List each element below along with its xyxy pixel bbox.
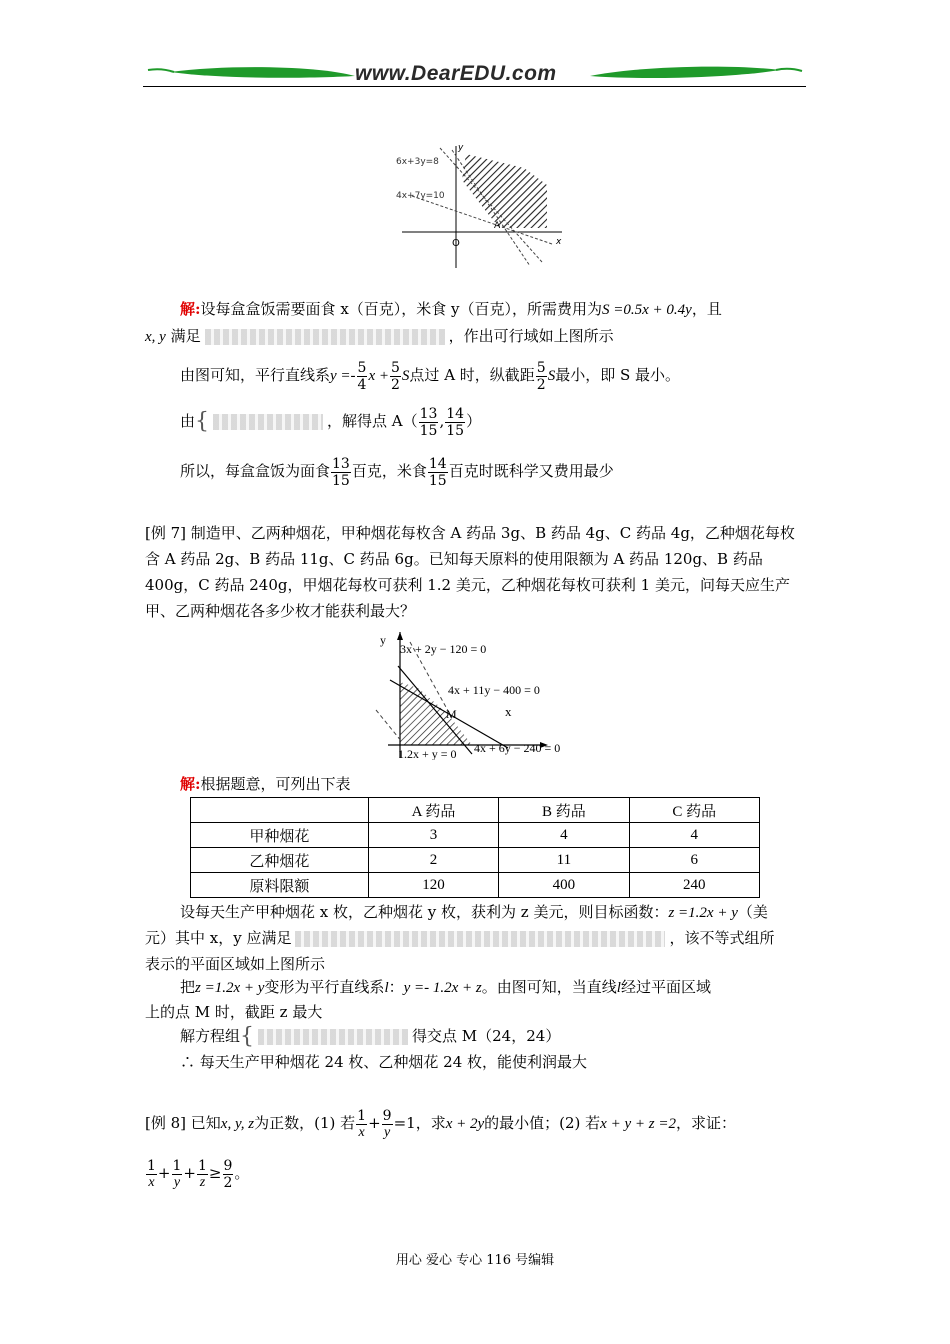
sol7-line6: 解方程组{ 得交点 M（24，24） — [180, 1024, 561, 1049]
table-cell: 4 — [499, 823, 629, 848]
page-footer: 用心 爱心 专心 116 号编辑 — [395, 1253, 555, 1268]
table-row — [191, 848, 760, 873]
line-1.2xy — [376, 710, 402, 742]
table-cell: 甲种烟花 — [191, 823, 369, 848]
sol7-intro: 解:根据题意，可列出下表 — [180, 775, 351, 793]
sol6-line5: 所以，每盒盒饭为面食 $\frac{13}{15}$ 百克，米食 $\frac{14}{15}$ 百克时既科学又费用最少 — [180, 455, 614, 489]
table-cell: 乙种烟花 — [191, 848, 369, 873]
table-header-cell — [191, 798, 369, 823]
eq-label-3: 4x + 6y − 240 = 0 — [474, 741, 561, 755]
sol6-line2: x, y 满足 ，作出可行域如上图所示 — [145, 327, 614, 345]
sol6-line1: 解:设每盒盒饭需要面食 x（百克），米食 y（百克），所需费用为S =0.5x + 0.4y，且 — [180, 300, 722, 318]
table-cell: 3 — [368, 823, 498, 848]
ex7-para-line2: 含 A 药品 2g、B 药品 11g、C 药品 6g。已知每天原料的使用限额为 A 药品 120g、B 药品 — [145, 550, 763, 568]
table-cell: 11 — [499, 848, 629, 873]
feasible-region-graph-1 — [392, 140, 567, 270]
shaded-feasible-region — [462, 154, 547, 228]
table-cell: 120 — [368, 873, 498, 898]
site-logo[interactable]: www.DearEDU.com — [355, 62, 557, 85]
x-axis-label: x — [505, 704, 512, 719]
table-cell: 240 — [629, 873, 759, 898]
sol7-line1: 设每天生产甲种烟花 x 枚，乙种烟花 y 枚，获利为 z 美元，则目标函数：z =1.2x + y（美 — [180, 903, 768, 921]
table-row — [191, 823, 760, 848]
x-axis-label: x — [556, 237, 562, 247]
y-axis-label: y — [380, 633, 386, 647]
header-rule — [143, 86, 806, 87]
left-leaf-tip — [148, 69, 174, 72]
sol6-line3: 由图可知，平行直线系y =- $\frac{5}{4}$ x + $\frac{5}{2}$ S点过 A 时，纵截距 $\frac{5}{2}$ S最小，即 S 最小。 — [180, 359, 681, 393]
table-cell: 原料限额 — [191, 873, 369, 898]
line-label-4x7y: 4x+7y=10 — [396, 191, 445, 201]
solution-label: 解: — [180, 300, 201, 318]
sol7-line3: 表示的平面区域如上图所示 — [145, 955, 326, 973]
line-label-6x3y: 6x+3y=8 — [396, 157, 439, 167]
blurred-inequality-system — [295, 931, 665, 947]
right-leaf-swoosh — [590, 67, 780, 78]
blurred-equation-system — [258, 1029, 408, 1045]
table-header-row — [191, 798, 760, 823]
ex8-line1: [例 8] 已知x, y, z为正数，(1) 若 $\frac{1}{x}$ + $\frac{9}{y}$ =1，求x + 2y的最小值；(2) 若x + y + z =2，求证： — [145, 1107, 736, 1140]
left-leaf-swoosh — [170, 67, 355, 78]
sol6-line4: 由{ ，解得点 A（ $\frac{13}{15}$ , $\frac{14}{15}$ ） — [180, 405, 482, 439]
solution-label: 解: — [180, 775, 201, 793]
y-axis-label: y — [458, 143, 464, 153]
table-header-cell: A 药品 — [368, 798, 498, 823]
right-leaf-tip — [776, 69, 802, 71]
table-cell: 4 — [629, 823, 759, 848]
blurred-equation-system — [213, 414, 323, 430]
table-cell: 400 — [499, 873, 629, 898]
ex7-para-line3: 400g，C 药品 240g，甲烟花每枚可获利 1.2 美元，乙种烟花每枚可获利 1 美元，问每天应生产 — [145, 576, 790, 594]
table-row — [191, 873, 760, 898]
ex7-para-line4: 甲、乙两种烟花各多少枚才能获利最大？ — [145, 602, 416, 620]
origin-label: O — [452, 238, 460, 249]
point-a-label: A — [494, 221, 501, 231]
point-m-label: M — [446, 707, 457, 721]
table-cell: 6 — [629, 848, 759, 873]
sol7-line2: 元）其中 x，y 应满足 ，该不等式组所 — [145, 929, 775, 947]
table-header-cell: B 药品 — [499, 798, 629, 823]
feasible-region-graph-2 — [370, 630, 590, 760]
sol7-line5: 上的点 M 时，截距 z 最大 — [145, 1003, 323, 1021]
materials-table — [190, 797, 760, 898]
table-cell: 2 — [368, 848, 498, 873]
ex8-line2: $\frac{1}{x}$ + $\frac{1}{y}$ + $\frac{1}{z}$ ≥ $\frac{9}{2}$ 。 — [147, 1157, 250, 1191]
blurred-inequality-system — [205, 329, 445, 345]
sol7-line4: 把z =1.2x + y变形为平行直线系l：y =- 1.2x + z。由图可知，当直线l经过平面区域 — [180, 978, 711, 996]
eq-label-1: 3x + 2y − 120 = 0 — [400, 642, 487, 656]
eq-label-4: 1.2x + y = 0 — [398, 747, 457, 760]
sol7-conclusion: ∴ 每天生产甲种烟花 24 枚、乙种烟花 24 枚，能使利润最大 — [180, 1053, 588, 1071]
table-header-cell: C 药品 — [629, 798, 759, 823]
ex7-para-line1: [例 7] 制造甲、乙两种烟花，甲种烟花每枚含 A 药品 3g、B 药品 4g、C 药品 4g，乙种烟花每枚 — [145, 524, 795, 542]
eq-label-2: 4x + 11y − 400 = 0 — [448, 683, 540, 697]
